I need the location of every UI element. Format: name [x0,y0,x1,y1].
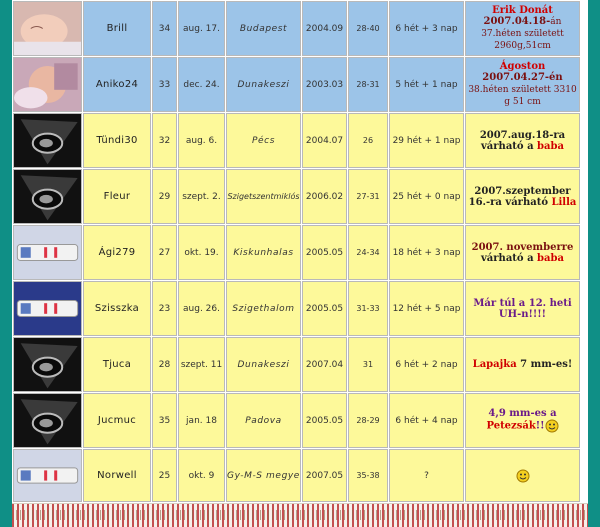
pregnancy-week: 6 hét + 3 nap [389,1,464,56]
member-city: Padova [226,393,301,448]
member-age: 34 [152,1,177,56]
member-name: Norwell [83,449,151,502]
member-row [13,393,580,448]
member-row [13,57,580,112]
note-text: várható a [481,252,538,264]
cycle-length: 31-33 [348,281,388,336]
member-city: Gy-M-S megye [226,449,301,502]
member-city: Szigethalom [226,281,301,336]
pregnancy-week: 5 hét + 1 nap [389,57,464,112]
start-date: 2005.05 [302,225,347,280]
member-age: 32 [152,113,177,168]
start-date: 2005.05 [302,393,347,448]
member-age: 28 [152,337,177,392]
member-photo-test3 [13,449,82,502]
pregnancy-week: 18 hét + 3 nap [389,225,464,280]
note-text: Már túl a 12. heti UH-n!!!! [473,297,572,320]
note-text: baba [537,140,564,152]
member-birthday: szept. 2. [178,169,225,224]
member-birthday: aug. 6. [178,113,225,168]
note-text: 4,9 mm-es a [488,408,557,419]
note-text: án 37.héten született 2960g,51cm [481,17,564,51]
note-text: !! [535,420,545,432]
member-name: Ági279 [83,225,151,280]
member-note [465,57,580,112]
member-note [465,1,580,56]
member-row [13,1,580,56]
start-date: 2003.03 [302,57,347,112]
member-city: Pécs [226,113,301,168]
cycle-length: 35-38 [348,449,388,502]
member-note [465,169,580,224]
member-row [13,337,580,392]
member-age: 27 [152,225,177,280]
note-text: Petezsák [486,420,536,432]
note-text: 38.héten született 3310 g 51 cm [468,85,577,107]
cycle-length: 26 [348,113,388,168]
member-city: Dunakeszi [226,337,301,392]
note-text: Lapajka [472,359,517,370]
member-photo-ultrasound2 [13,169,82,224]
member-note [465,113,580,168]
member-name: Jucmuc [83,393,151,448]
decorative-border-strip [12,503,588,527]
member-row [13,449,580,502]
member-note [465,449,580,502]
member-name: Tjuca [83,337,151,392]
member-row [13,113,580,168]
member-row [13,225,580,280]
note-text: Lilla [551,196,577,208]
member-age: 35 [152,393,177,448]
pregnancy-week: 29 hét + 1 nap [389,113,464,168]
member-city: Szigetszentmiklós [226,169,301,224]
cycle-length: 28-29 [348,393,388,448]
member-name: Szisszka [83,281,151,336]
pregnancy-week: ? [389,449,464,502]
pregnancy-week: 25 hét + 0 nap [389,169,464,224]
member-birthday: okt. 9 [178,449,225,502]
member-birthday: szept. 11 [178,337,225,392]
member-name: Tündi30 [83,113,151,168]
member-note [465,337,580,392]
member-age: 33 [152,57,177,112]
member-name: Aniko24 [83,57,151,112]
member-photo-baby2 [13,57,82,112]
member-birthday: aug. 17. [178,1,225,56]
member-photo-test2 [13,281,82,336]
note-text: Erik Donát [492,5,553,16]
member-photo-ultrasound4 [13,393,82,448]
member-note [465,225,580,280]
cycle-length: 24-34 [348,225,388,280]
member-photo-ultrasound [13,113,82,168]
pregnancy-week: 12 hét + 5 nap [389,281,464,336]
page [12,0,588,526]
note-text: 2007.04.27-én [482,72,563,83]
start-date: 2004.07 [302,113,347,168]
note-text: 2007.szeptember 16.-ra várható [468,185,571,208]
member-photo-ultrasound3 [13,337,82,392]
member-birthday: aug. 26. [178,281,225,336]
cycle-length: 28-40 [348,1,388,56]
member-photo-baby [13,1,82,56]
note-text: Ágoston [499,61,546,72]
smiley-icon [516,469,530,483]
member-age: 29 [152,169,177,224]
start-date: 2005.05 [302,281,347,336]
pregnancy-week: 6 hét + 2 nap [389,337,464,392]
members-table [12,0,581,503]
note-text: 7 mm-es! [516,359,573,370]
start-date: 2004.09 [302,1,347,56]
member-city: Dunakeszi [226,57,301,112]
member-name: Brill [83,1,151,56]
member-note [465,393,580,448]
member-name: Fleur [83,169,151,224]
start-date: 2006.02 [302,169,347,224]
member-birthday: dec. 24. [178,57,225,112]
member-row [13,169,580,224]
member-photo-test [13,225,82,280]
start-date: 2007.05 [302,449,347,502]
member-age: 25 [152,449,177,502]
start-date: 2007.04 [302,337,347,392]
note-text: 2007.04.18- [483,16,551,27]
note-text: 2007. novemberre [471,241,574,253]
member-age: 23 [152,281,177,336]
member-city: Kiskunhalas [226,225,301,280]
note-text: 2007.aug.18-ra várható a [479,129,566,152]
member-birthday: jan. 18 [178,393,225,448]
member-birthday: okt. 19. [178,225,225,280]
member-row [13,281,580,336]
smiley-icon [545,419,559,433]
cycle-length: 31 [348,337,388,392]
member-note [465,281,580,336]
pregnancy-week: 6 hét + 4 nap [389,393,464,448]
member-city: Budapest [226,1,301,56]
cycle-length: 28-31 [348,57,388,112]
note-text: baba [537,252,564,264]
cycle-length: 27-31 [348,169,388,224]
